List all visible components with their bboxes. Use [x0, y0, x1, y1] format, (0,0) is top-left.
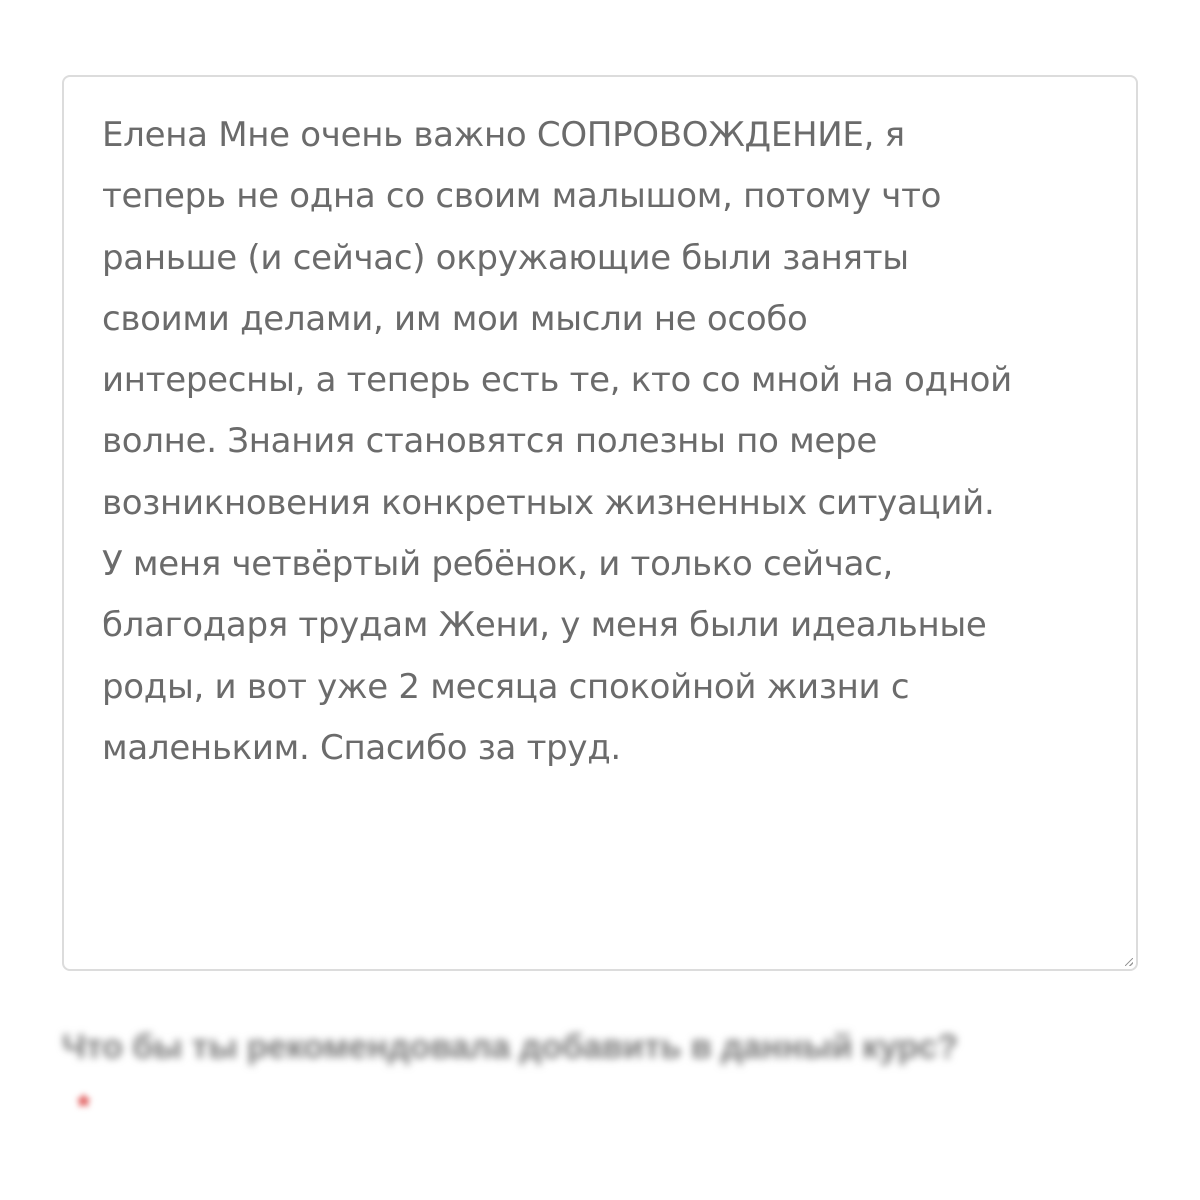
answer-text: Елена Мне очень важно СОПРОВОЖДЕНИЕ, я теперь не одна со своим малышом, потому что раньше (и сейчас) окружающие были заняты своими делами, им мои мысли не особо интересны, а теперь есть те, кто со мной на одной волне. Знания становятся полезны по мере возникновения конкретных жизненных ситуаций. У меня четвёртый ребёнок, и только сейчас, благодаря трудам Жени, у меня были идеальные роды, и вот уже 2 месяца спокойной жизни с маленьким. Спасибо за труд. — [102, 115, 1012, 768]
resize-handle-icon[interactable] — [1125, 958, 1133, 966]
required-mark: * — [77, 1088, 91, 1126]
answer-textarea[interactable] — [62, 75, 1138, 971]
question-label: Что бы ты рекомендовала добавить в данный курс? — [62, 1028, 959, 1066]
